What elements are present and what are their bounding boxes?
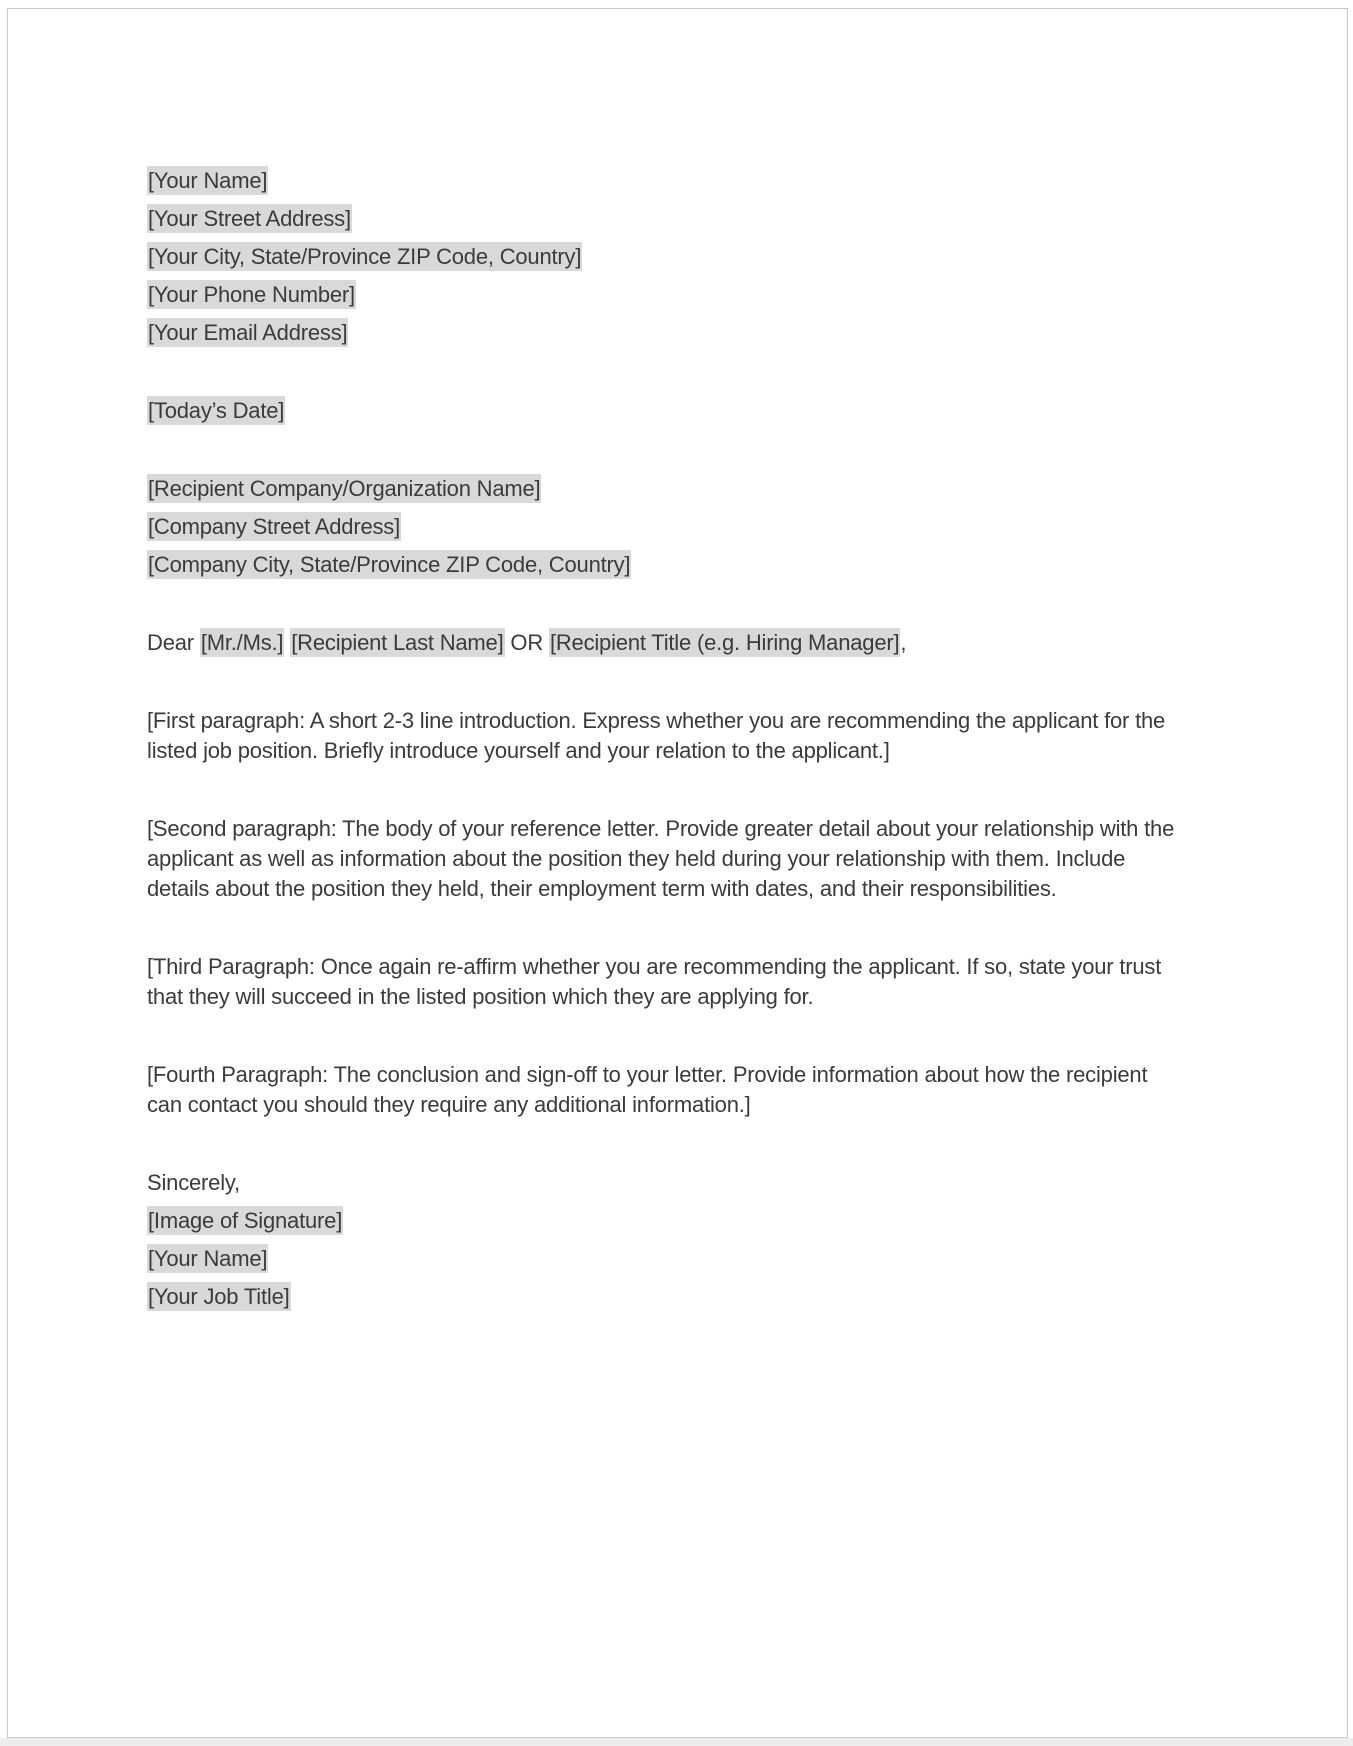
placeholder-recipient-company-name[interactable]: [Recipient Company/Organization Name] (148, 476, 541, 501)
sender-line (147, 204, 1187, 234)
placeholder-your-email-address[interactable]: [Your Email Address] (148, 320, 348, 345)
placeholder-honorific[interactable]: [Mr./Ms.] (200, 630, 284, 655)
letter-content (147, 166, 1187, 1360)
placeholder-todays-date[interactable]: [Today’s Date] (148, 398, 285, 423)
closing-line: Sincerely, (147, 1170, 240, 1195)
recipient-line (147, 512, 1187, 542)
salutation-dear-text: Dear (147, 630, 200, 655)
sender-line (147, 280, 1187, 310)
sender-block (147, 166, 1187, 348)
recipient-block (147, 474, 1187, 580)
body-paragraph-3: [Third Paragraph: Once again re-affirm whether you are recommending the applicant. If so, state your trust that they will succeed in the listed position which they are applying for. (147, 954, 1162, 1009)
body-paragraph-3-block (147, 952, 1187, 1012)
body-paragraph-4-block (147, 1060, 1187, 1120)
placeholder-your-name[interactable]: [Your Name] (148, 168, 268, 193)
placeholder-company-street-address[interactable]: [Company Street Address] (148, 514, 400, 539)
placeholder-your-phone-number[interactable]: [Your Phone Number] (148, 282, 355, 307)
placeholder-your-street-address[interactable]: [Your Street Address] (148, 206, 351, 231)
placeholder-recipient-last-name[interactable]: [Recipient Last Name] (291, 630, 504, 655)
recipient-line (147, 474, 1187, 504)
sender-line (147, 242, 1187, 272)
sender-line (147, 318, 1187, 348)
sender-line (147, 166, 1187, 196)
signature-line (147, 1244, 1187, 1274)
body-paragraph-4: [Fourth Paragraph: The conclusion and sign-off to your letter. Provide information about how the recipient can contact you should they require any additional information.] (147, 1062, 1148, 1117)
placeholder-your-city-state-zip[interactable]: [Your City, State/Province ZIP Code, Country] (148, 244, 582, 269)
salutation-line (147, 628, 1187, 658)
signature-line (147, 1206, 1187, 1236)
placeholder-recipient-title[interactable]: [Recipient Title (e.g. Hiring Manager] (549, 630, 900, 655)
body-paragraph-2: [Second paragraph: The body of your reference letter. Provide greater detail about your relationship with the applicant as well as information about the position they held during your relationship with them. Include details about the position they held, their employment term with dates, and their responsibilities. (147, 816, 1175, 901)
salutation-or-text: OR (504, 630, 549, 655)
closing-block (147, 1168, 1187, 1312)
body-paragraph-1: [First paragraph: A short 2-3 line introduction. Express whether you are recommending the applicant for the listed job position. Briefly introduce yourself and your relation to the applicant.] (147, 708, 1166, 763)
date-line (147, 396, 1187, 426)
salutation-block (147, 628, 1187, 658)
body-paragraph-1-block (147, 706, 1187, 766)
placeholder-signature-name[interactable]: [Your Name] (148, 1246, 268, 1271)
placeholder-signature-image[interactable]: [Image of Signature] (148, 1208, 343, 1233)
recipient-line (147, 550, 1187, 580)
signature-line (147, 1282, 1187, 1312)
salutation-comma-text: , (900, 630, 907, 655)
date-block (147, 396, 1187, 426)
placeholder-company-city-state-zip[interactable]: [Company City, State/Province ZIP Code, Country] (148, 552, 631, 577)
body-paragraph-2-block (147, 814, 1187, 904)
placeholder-signature-job-title[interactable]: [Your Job Title] (148, 1284, 290, 1309)
app-canvas-edge (0, 1738, 1353, 1746)
